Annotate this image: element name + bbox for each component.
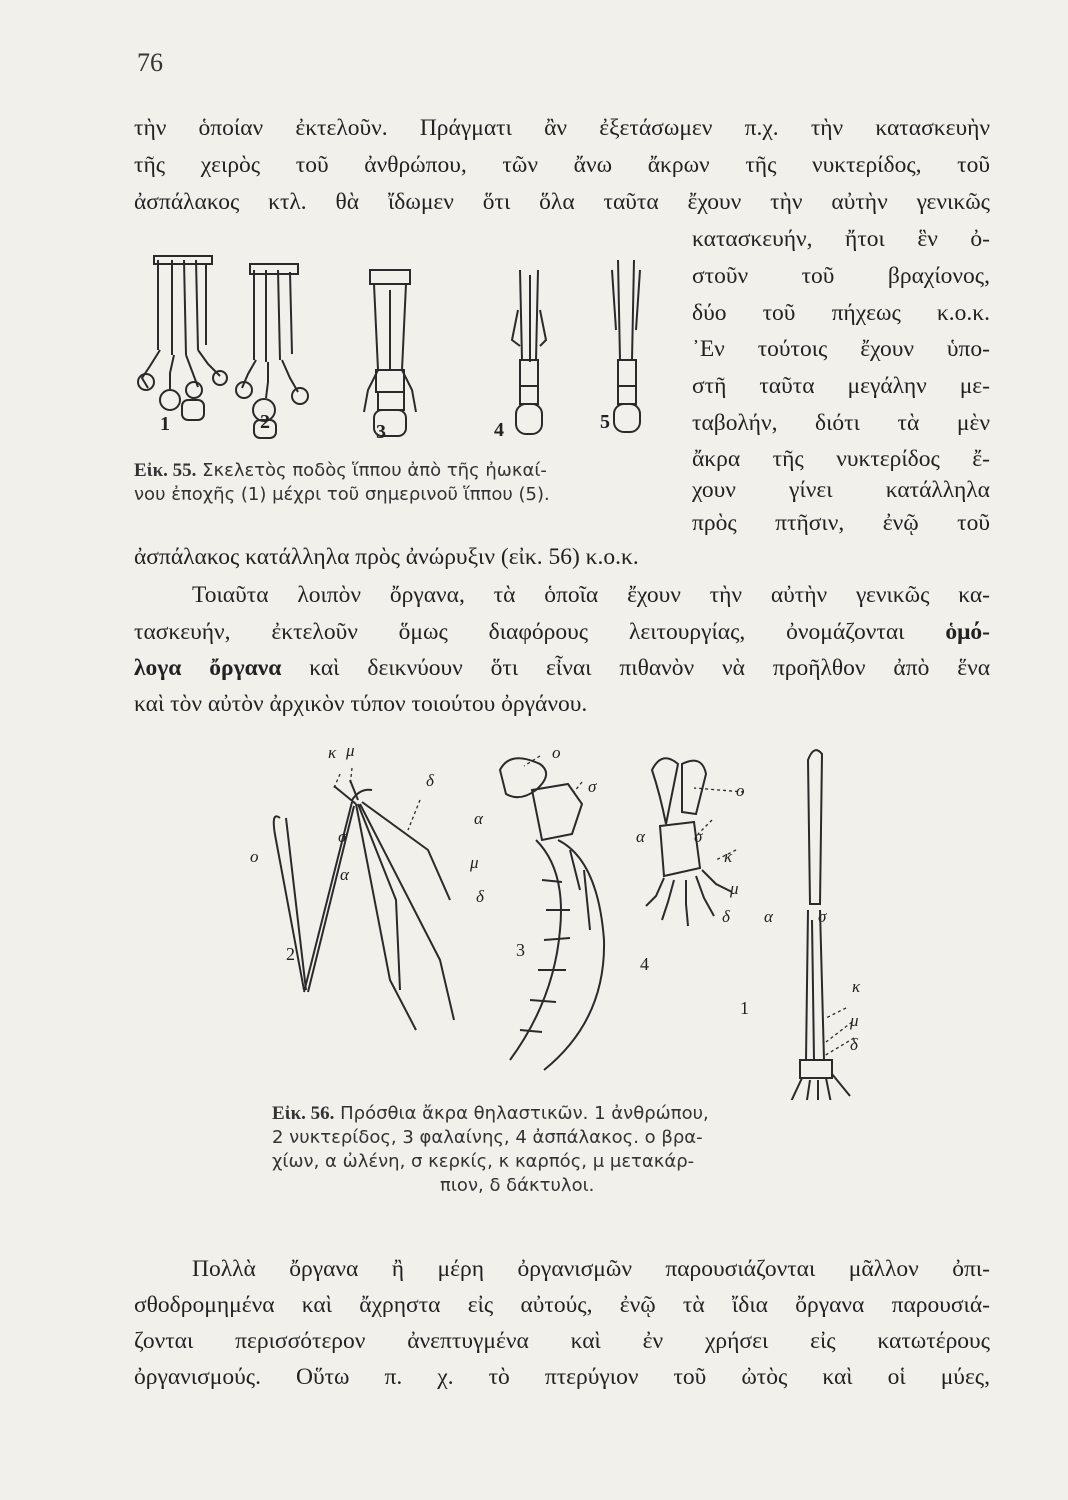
- fig56-letter: ο: [552, 743, 561, 762]
- side-text-line: ταβολήν, διότι τὰ μὲν: [692, 410, 990, 436]
- fig56-letter: δ: [722, 907, 730, 926]
- text-line: ἀσπάλακος κτλ. θὰ ἴδωμεν ὅτι ὅλα ταῦτα ἔχουν τὴν αὐτὴν γενικῶς: [134, 189, 990, 215]
- fig56-letter: α: [474, 809, 483, 828]
- side-text-line: κατασκευήν, ἤτοι ἓν ὀ-: [692, 226, 990, 252]
- fig56-letter: σ: [588, 777, 597, 796]
- figure-55-horse-feet: [134, 250, 664, 450]
- fig56-letter: κ: [328, 743, 337, 762]
- page-number: 76: [137, 48, 163, 77]
- fig56-letter: κ: [724, 847, 733, 866]
- horse-foot-5-illustration: [612, 260, 640, 432]
- fig56-letter: α: [340, 865, 349, 884]
- text-line: [134, 653, 990, 683]
- caption-text: νου ἐποχῆς (1) μέχρι τοῦ σημερινοῦ ἵππου (5).: [134, 484, 550, 505]
- text-line: ζονται περισσότερον ἀνεπτυγμένα καὶ ἐν χρήσει εἰς κατωτέρους: [134, 1328, 990, 1354]
- fig56-number: 4: [640, 954, 649, 974]
- fig56-number: 3: [516, 940, 525, 960]
- side-text-line: δύο τοῦ πήχεως κ.ο.κ.: [692, 300, 990, 326]
- bold-term: λογα ὄργανα: [134, 655, 282, 681]
- text-line: τῆς χειρὸς τοῦ ἀνθρώπου, τῶν ἄνω ἄκρων τῆς νυκτερίδος, τοῦ: [134, 152, 990, 178]
- fig56-letter: σ: [818, 907, 827, 926]
- fig56-letter: μ: [850, 1011, 859, 1030]
- horse-foot-2-illustration: [236, 264, 308, 438]
- text-line: ἀσπάλακος κατάλληλα πρὸς ἀνώρυξιν (εἰκ. 56) κ.ο.κ.: [134, 544, 639, 570]
- fig55-number: 1: [160, 413, 170, 435]
- fig56-letter: ο: [736, 781, 745, 800]
- text-line: Πολλὰ ὄργανα ἢ μέρη ὀργανισμῶν παρουσιάζονται μᾶλλον ὀπι-: [192, 1256, 990, 1282]
- mole-limb-illustration: [646, 758, 732, 926]
- fig56-letter: σ: [338, 827, 347, 846]
- side-text-line: ἄκρα τῆς νυκτερίδος ἔ-: [692, 446, 990, 472]
- horse-foot-3-illustration: [364, 270, 416, 436]
- caption-text: 2 νυκτερίδος, 3 φαλαίνης, 4 ἀσπάλακος. ο βρα-: [272, 1127, 703, 1148]
- caption-text: Πρόσθια ἄκρα θηλαστικῶν. 1 ἀνθρώπου,: [340, 1103, 709, 1124]
- fig55-number: 3: [376, 421, 386, 443]
- text-line: τὴν ὁποίαν ἐκτελοῦν. Πράγματι ἂν ἐξετάσωμεν π.χ. τὴν κατασκευὴν: [134, 115, 990, 141]
- caption-text: πιον, δ δάκτυλοι.: [440, 1175, 595, 1196]
- fig56-number: 2: [286, 944, 295, 964]
- figure-55-caption: [134, 459, 684, 507]
- fig56-letter: κ: [852, 977, 861, 996]
- fig56-letter: ο: [250, 847, 259, 866]
- fig56-letter: μ: [346, 741, 355, 760]
- text-fragment: τασκευήν, ἐκτελοῦν ὅμως διαφόρους λειτουργίας, ὀνομάζονται: [134, 619, 905, 645]
- text-line: ὀργανισμούς. Οὕτω π. χ. τὸ πτερύγιον τοῦ ὠτὸς καὶ οἱ μύες,: [134, 1364, 990, 1390]
- fig56-letter: μ: [730, 879, 739, 898]
- horse-foot-4-illustration: [512, 270, 546, 434]
- caption-text: χίων, α ὠλένη, σ κερκίς, κ καρπός, μ μετακάρ-: [272, 1151, 695, 1172]
- text-line: σθοδρομημένα καὶ ἄχρηστα εἰς αὐτούς, ἐνῷ τὰ ἴδια ὄργανα παρουσιά-: [134, 1292, 990, 1318]
- fig55-number: 4: [494, 419, 504, 441]
- text-line: Τοιαῦτα λοιπὸν ὄργανα, τὰ ὁποῖα ἔχουν τὴν αὐτὴν γενικῶς κα-: [192, 582, 990, 608]
- fig56-letter: δ: [426, 771, 434, 790]
- side-text-line: στοῦν τοῦ βραχίονος,: [692, 263, 990, 289]
- figure-56-forelimbs: [240, 730, 880, 1100]
- text-line: καὶ τὸν αὐτὸν ἀρχικὸν τύπον τοιούτου ὀργάνου.: [134, 691, 588, 717]
- fig56-number: 1: [740, 998, 749, 1018]
- bat-wing-illustration: [274, 780, 454, 1030]
- text-fragment: καὶ δεικνύουν ὅτι εἶναι πιθανὸν νὰ προῆλθον ἀπὸ ἕνα: [309, 655, 991, 681]
- bold-term: ὁμό-: [945, 619, 990, 645]
- fig55-number: 2: [260, 411, 270, 433]
- fig56-letter: δ: [476, 887, 484, 906]
- fig56-letter: μ: [470, 853, 479, 872]
- figure-56-caption: [272, 1102, 872, 1198]
- fig56-letter: α: [636, 827, 645, 846]
- text-line: [134, 617, 990, 647]
- fig56-letter: δ: [850, 1035, 858, 1054]
- caption-text: Σκελετὸς ποδὸς ἵππου ἀπὸ τῆς ἠωκαί-: [202, 460, 547, 481]
- fig56-letter: σ: [694, 827, 703, 846]
- whale-flipper-illustration: [500, 758, 604, 1070]
- side-text-line: ᾿Εν τούτοις ἔχουν ὑπο-: [692, 336, 990, 362]
- figure-56-label: Εἰκ. 56.: [272, 1103, 335, 1124]
- fig55-number: 5: [600, 411, 610, 433]
- fig56-letter: α: [764, 907, 773, 926]
- side-text-line: πρὸς πτῆσιν, ἐνῷ τοῦ: [692, 510, 990, 536]
- side-text-line: χουν γίνει κατάλληλα: [692, 477, 990, 503]
- side-text-line: στῆ ταῦτα μεγάλην με-: [692, 373, 990, 399]
- figure-55-label: Εἰκ. 55.: [134, 460, 197, 481]
- horse-foot-1-illustration: [138, 256, 227, 420]
